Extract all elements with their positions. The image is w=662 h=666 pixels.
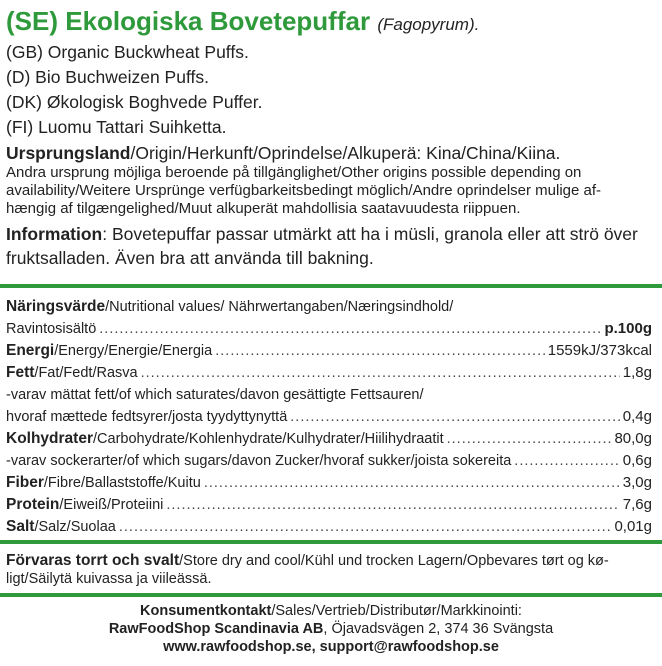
row-value: 0,6g (622, 452, 652, 469)
origin-label: Ursprungsland (6, 143, 131, 163)
row-value: 3,0g (622, 474, 652, 491)
translation-fi: (FI) Luomu Tattari Suihketta. (6, 117, 227, 137)
information-paragraph (6, 222, 656, 270)
leader-dots (141, 362, 620, 384)
origin-note-1: Andra ursprung möjliga beroende på tillgänglighet/Other origins possible depending on (6, 164, 582, 181)
contact-web-email: www.rawfoodshop.se, support@rawfoodshop.se (163, 639, 499, 655)
row-value: 7,6g (622, 496, 652, 513)
product-title (6, 6, 656, 40)
storage-text-line2: ligt/Säilytä kuivassa ja viileässä. (6, 571, 212, 587)
title-latin-name: (Fagopyrum). (377, 15, 480, 34)
nutrition-row-sugars (6, 450, 652, 472)
nutrition-header-bold: Näringsvärde (6, 298, 106, 315)
row-value: 1559kJ/373kcal (547, 342, 652, 359)
product-header (6, 6, 656, 270)
row-label: -varav mättat fett/of which saturates/davon gesättigte Fettsauren/ (6, 387, 424, 403)
row-label: /Carbohydrate/Kohlenhydrate/Kulhydrater/Hiilihydraatit (93, 431, 444, 447)
leader-dots (204, 472, 620, 494)
row-value: 1,8g (622, 364, 652, 381)
row-label-bold: Kolhydrater (6, 430, 93, 447)
row-label: /Salz/Suolaa (34, 519, 116, 535)
row-label-bold: Fett (6, 364, 35, 381)
nutrition-header-line2 (6, 318, 652, 340)
row-value: 0,4g (622, 408, 652, 425)
company-address: , Öjavadsvägen 2, 374 36 Svängsta (323, 621, 554, 637)
nutrition-header-second: Ravintosisältö (6, 321, 97, 337)
nutrition-row-carbohydrate (6, 428, 652, 450)
leader-dots (119, 516, 612, 538)
row-label: -varav sockerarter/of which sugars/davon Zucker/hvoraf sukker/joista sokereita (6, 453, 512, 469)
storage-label: Förvaras torrt och svalt (6, 552, 180, 569)
row-value: 0,01g (614, 518, 652, 535)
origin-note-3: hængig af tilgængelighed/Muut alkuperät mahdollisia saatavuudesta riippuen. (6, 200, 521, 217)
nutrition-row-fibre (6, 472, 652, 494)
translation-dk: (DK) Økologisk Boghvede Puffer. (6, 92, 263, 112)
storage-instructions (6, 552, 646, 588)
nutrition-row-fat (6, 362, 652, 384)
row-label-bold: Protein (6, 496, 60, 513)
nutrition-row-energy (6, 340, 652, 362)
nutrition-row-saturates-1 (6, 384, 652, 406)
row-label: /Fat/Fedt/Rasva (34, 365, 138, 381)
company-name: RawFoodShop Scandinavia AB (108, 621, 324, 637)
nutrition-row-protein (6, 494, 652, 516)
nutrition-table (6, 296, 652, 538)
divider-top (0, 284, 662, 288)
leader-dots (514, 450, 620, 472)
row-label: /Energy/Energie/Energia (54, 343, 213, 359)
origin-text: /Origin/Herkunft/Oprindelse/Alkuperä: Kina/China/Kiina. (130, 143, 561, 163)
divider-bottom (0, 593, 662, 597)
row-label: /Eiweiß/Proteiini (59, 497, 164, 513)
leader-dots (166, 494, 619, 516)
nutrition-header (6, 296, 652, 318)
row-label: hvoraf mættede fedtsyrer/josta tyydyttynyttä (6, 409, 288, 425)
origin-line (6, 142, 656, 164)
title-main: (SE) Ekologiska Bovetepuffar (6, 6, 371, 36)
consumer-contact (0, 602, 662, 656)
information-text: : Bovetepuffar passar utmärkt att ha i müsli, granola eller att strö över fruktsalladen. Även bra att använda till bakning. (6, 224, 638, 268)
contact-label: Konsumentkontakt (140, 603, 272, 619)
nutrition-header-rest: /Nutritional values/ Nährwertangaben/Næringsindhold/ (105, 299, 454, 315)
per-100g: p.100g (604, 320, 652, 337)
divider-middle (0, 540, 662, 544)
row-label: /Fibre/Ballaststoffe/Kuitu (43, 475, 201, 491)
row-value: 80,0g (614, 430, 652, 447)
storage-text: /Store dry and cool/Kühl und trocken Lagern/Opbevares tørt og kø- (179, 553, 609, 569)
row-label-bold: Energi (6, 342, 55, 359)
nutrition-row-saturates-2 (6, 406, 652, 428)
translation-gb: (GB) Organic Buckwheat Puffs. (6, 42, 249, 62)
information-label: Information (6, 224, 103, 244)
leader-dots (290, 406, 620, 428)
row-label-bold: Salt (6, 518, 35, 535)
contact-roles: /Sales/Vertrieb/Distributør/Markkinointi: (271, 603, 522, 619)
origin-note-2: availability/Weitere Ursprünge verfügbarkeitsbedingt möglich/Andre oprindelser mulige af- (6, 182, 602, 199)
nutrition-row-salt (6, 516, 652, 538)
leader-dots (447, 428, 612, 450)
row-label-bold: Fiber (6, 474, 44, 491)
leader-dots (99, 318, 601, 340)
leader-dots (215, 340, 545, 362)
translation-de: (D) Bio Buchweizen Puffs. (6, 67, 209, 87)
